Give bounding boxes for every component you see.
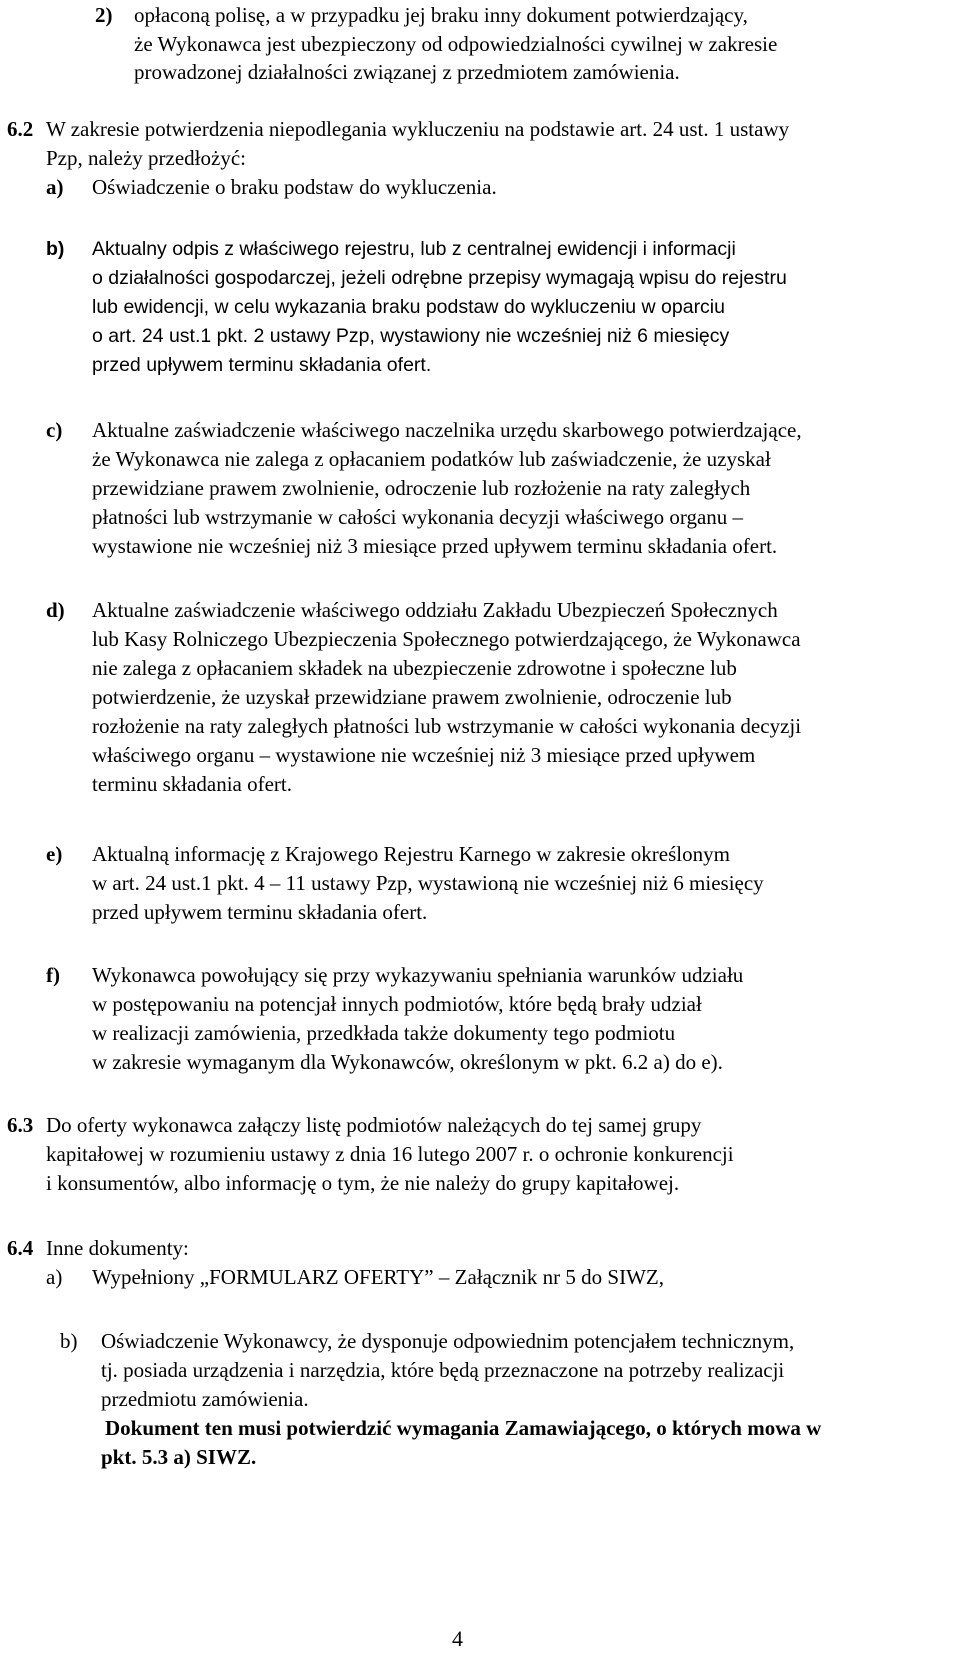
s62-f-line-2: w postępowaniu na potencjał innych podmiotów, które będą brały udział <box>92 992 702 1016</box>
s62-c-line-2: że Wykonawca nie zalega z opłacaniem podatków lub zaświadczenie, że uzyskał <box>92 447 771 471</box>
section-6-3-number: 6.3 <box>7 1113 34 1137</box>
page-number: 4 <box>452 1626 463 1651</box>
s62-e-line-2: w art. 24 ust.1 pkt. 4 – 11 ustawy Pzp, wystawioną nie wcześniej niż 6 miesięcy <box>92 871 764 895</box>
section-6-4-number: 6.4 <box>7 1236 34 1260</box>
section-6-2-line-2: Pzp, należy przedłożyć: <box>46 146 246 170</box>
s64-a-text: Wypełniony „FORMULARZ OFERTY” – Załącznik nr 5 do SIWZ, <box>92 1265 664 1289</box>
s62-f-line-1: Wykonawca powołujący się przy wykazywaniu spełniania warunków udziału <box>92 963 744 987</box>
s62-d-line-4: potwierdzenie, że uzyskał przewidziane prawem zwolnienie, odroczenie lub <box>92 685 732 709</box>
item-2-line-1: opłaconą polisę, a w przypadku jej braku inny dokument potwierdzający, <box>134 3 748 27</box>
s62-c-label: c) <box>46 418 63 442</box>
item-2-label: 2) <box>95 3 113 27</box>
s62-c-line-1: Aktualne zaświadczenie właściwego naczelnika urzędu skarbowego potwierdzające, <box>92 418 802 442</box>
s64-b-line-1: Oświadczenie Wykonawcy, że dysponuje odpowiednim potencjałem technicznym, <box>101 1329 795 1353</box>
s62-d-line-2: lub Kasy Rolniczego Ubezpieczenia Społecznego potwierdzającego, że Wykonawca <box>92 627 801 651</box>
s64-a-label: a) <box>46 1265 63 1289</box>
item-2-line-3: prowadzonej działalności związanej z przedmiotem zamówienia. <box>134 60 680 84</box>
s62-a-text: Oświadczenie o braku podstaw do wykluczenia. <box>92 175 497 199</box>
s62-b-line-5: przed upływem terminu składania ofert. <box>92 354 432 376</box>
s62-c-line-4: płatności lub wstrzymanie w całości wykonania decyzji właściwego organu – <box>92 505 744 529</box>
section-6-2-line-1: W zakresie potwierdzenia niepodlegania wykluczeniu na podstawie art. 24 ust. 1 ustawy <box>46 117 790 141</box>
s64-b-bold-line-2: pkt. 5.3 a) SIWZ. <box>101 1445 257 1469</box>
item-2-line-2: że Wykonawca jest ubezpieczony od odpowiedzialności cywilnej w zakresie <box>134 32 778 56</box>
s62-b-line-2: o działalności gospodarczej, jeżeli odrębne przepisy wymagają wpisu do rejestru <box>92 267 787 289</box>
s62-d-line-3: nie zalega z opłacaniem składek na ubezpieczenie zdrowotne i społeczne lub <box>92 656 737 680</box>
s64-b-line-2: tj. posiada urządzenia i narzędzia, które będą przeznaczone na potrzeby realizacji <box>101 1358 785 1382</box>
s62-e-line-3: przed upływem terminu składania ofert. <box>92 900 428 924</box>
s62-f-line-3: w realizacji zamówienia, przedkłada także dokumenty tego podmiotu <box>92 1021 676 1045</box>
s62-d-label: d) <box>46 598 65 622</box>
section-6-3-line-2: kapitałowej w rozumieniu ustawy z dnia 16 lutego 2007 r. o ochronie konkurencji <box>46 1142 734 1166</box>
s62-d-line-7: terminu składania ofert. <box>92 772 293 796</box>
s62-c-line-5: wystawione nie wcześniej niż 3 miesiące przed upływem terminu składania ofert. <box>92 534 778 558</box>
s62-b-line-4: o art. 24 ust.1 pkt. 2 ustawy Pzp, wystawiony nie wcześniej niż 6 miesięcy <box>92 325 730 347</box>
section-6-3-line-3: i konsumentów, albo informację o tym, że nie należy do grupy kapitałowej. <box>46 1171 680 1195</box>
section-6-4-title: Inne dokumenty: <box>46 1236 189 1260</box>
s62-d-line-6: właściwego organu – wystawione nie wcześniej niż 3 miesiące przed upływem <box>92 743 756 767</box>
s62-b-line-3: lub ewidencji, w celu wykazania braku podstaw do wykluczeniu w oparciu <box>92 296 725 318</box>
s62-d-line-1: Aktualne zaświadczenie właściwego oddziału Zakładu Ubezpieczeń Społecznych <box>92 598 778 622</box>
s62-b-label: b) <box>46 238 65 260</box>
s62-e-line-1: Aktualną informację z Krajowego Rejestru Karnego w zakresie określonym <box>92 842 730 866</box>
s64-b-label: b) <box>60 1329 78 1353</box>
section-6-2-number: 6.2 <box>7 117 34 141</box>
s62-b-line-1: Aktualny odpis z właściwego rejestru, lub z centralnej ewidencji i informacji <box>92 238 736 260</box>
s62-a-label: a) <box>46 175 64 199</box>
s62-e-label: e) <box>46 842 63 866</box>
s64-b-bold-line-1: Dokument ten musi potwierdzić wymagania Zamawiającego, o których mowa w <box>105 1416 822 1440</box>
s64-b-line-3: przedmiotu zamówienia. <box>101 1387 309 1411</box>
s62-f-label: f) <box>46 963 60 987</box>
s62-c-line-3: przewidziane prawem zwolnienie, odroczenie lub rozłożenie na raty zaległych <box>92 476 751 500</box>
s62-f-line-4: w zakresie wymaganym dla Wykonawców, określonym w pkt. 6.2 a) do e). <box>92 1050 723 1074</box>
section-6-3-line-1: Do oferty wykonawca załączy listę podmiotów należących do tej samej grupy <box>46 1113 702 1137</box>
s62-d-line-5: rozłożenie na raty zaległych płatności lub wstrzymanie w całości wykonania decyzji <box>92 714 802 738</box>
